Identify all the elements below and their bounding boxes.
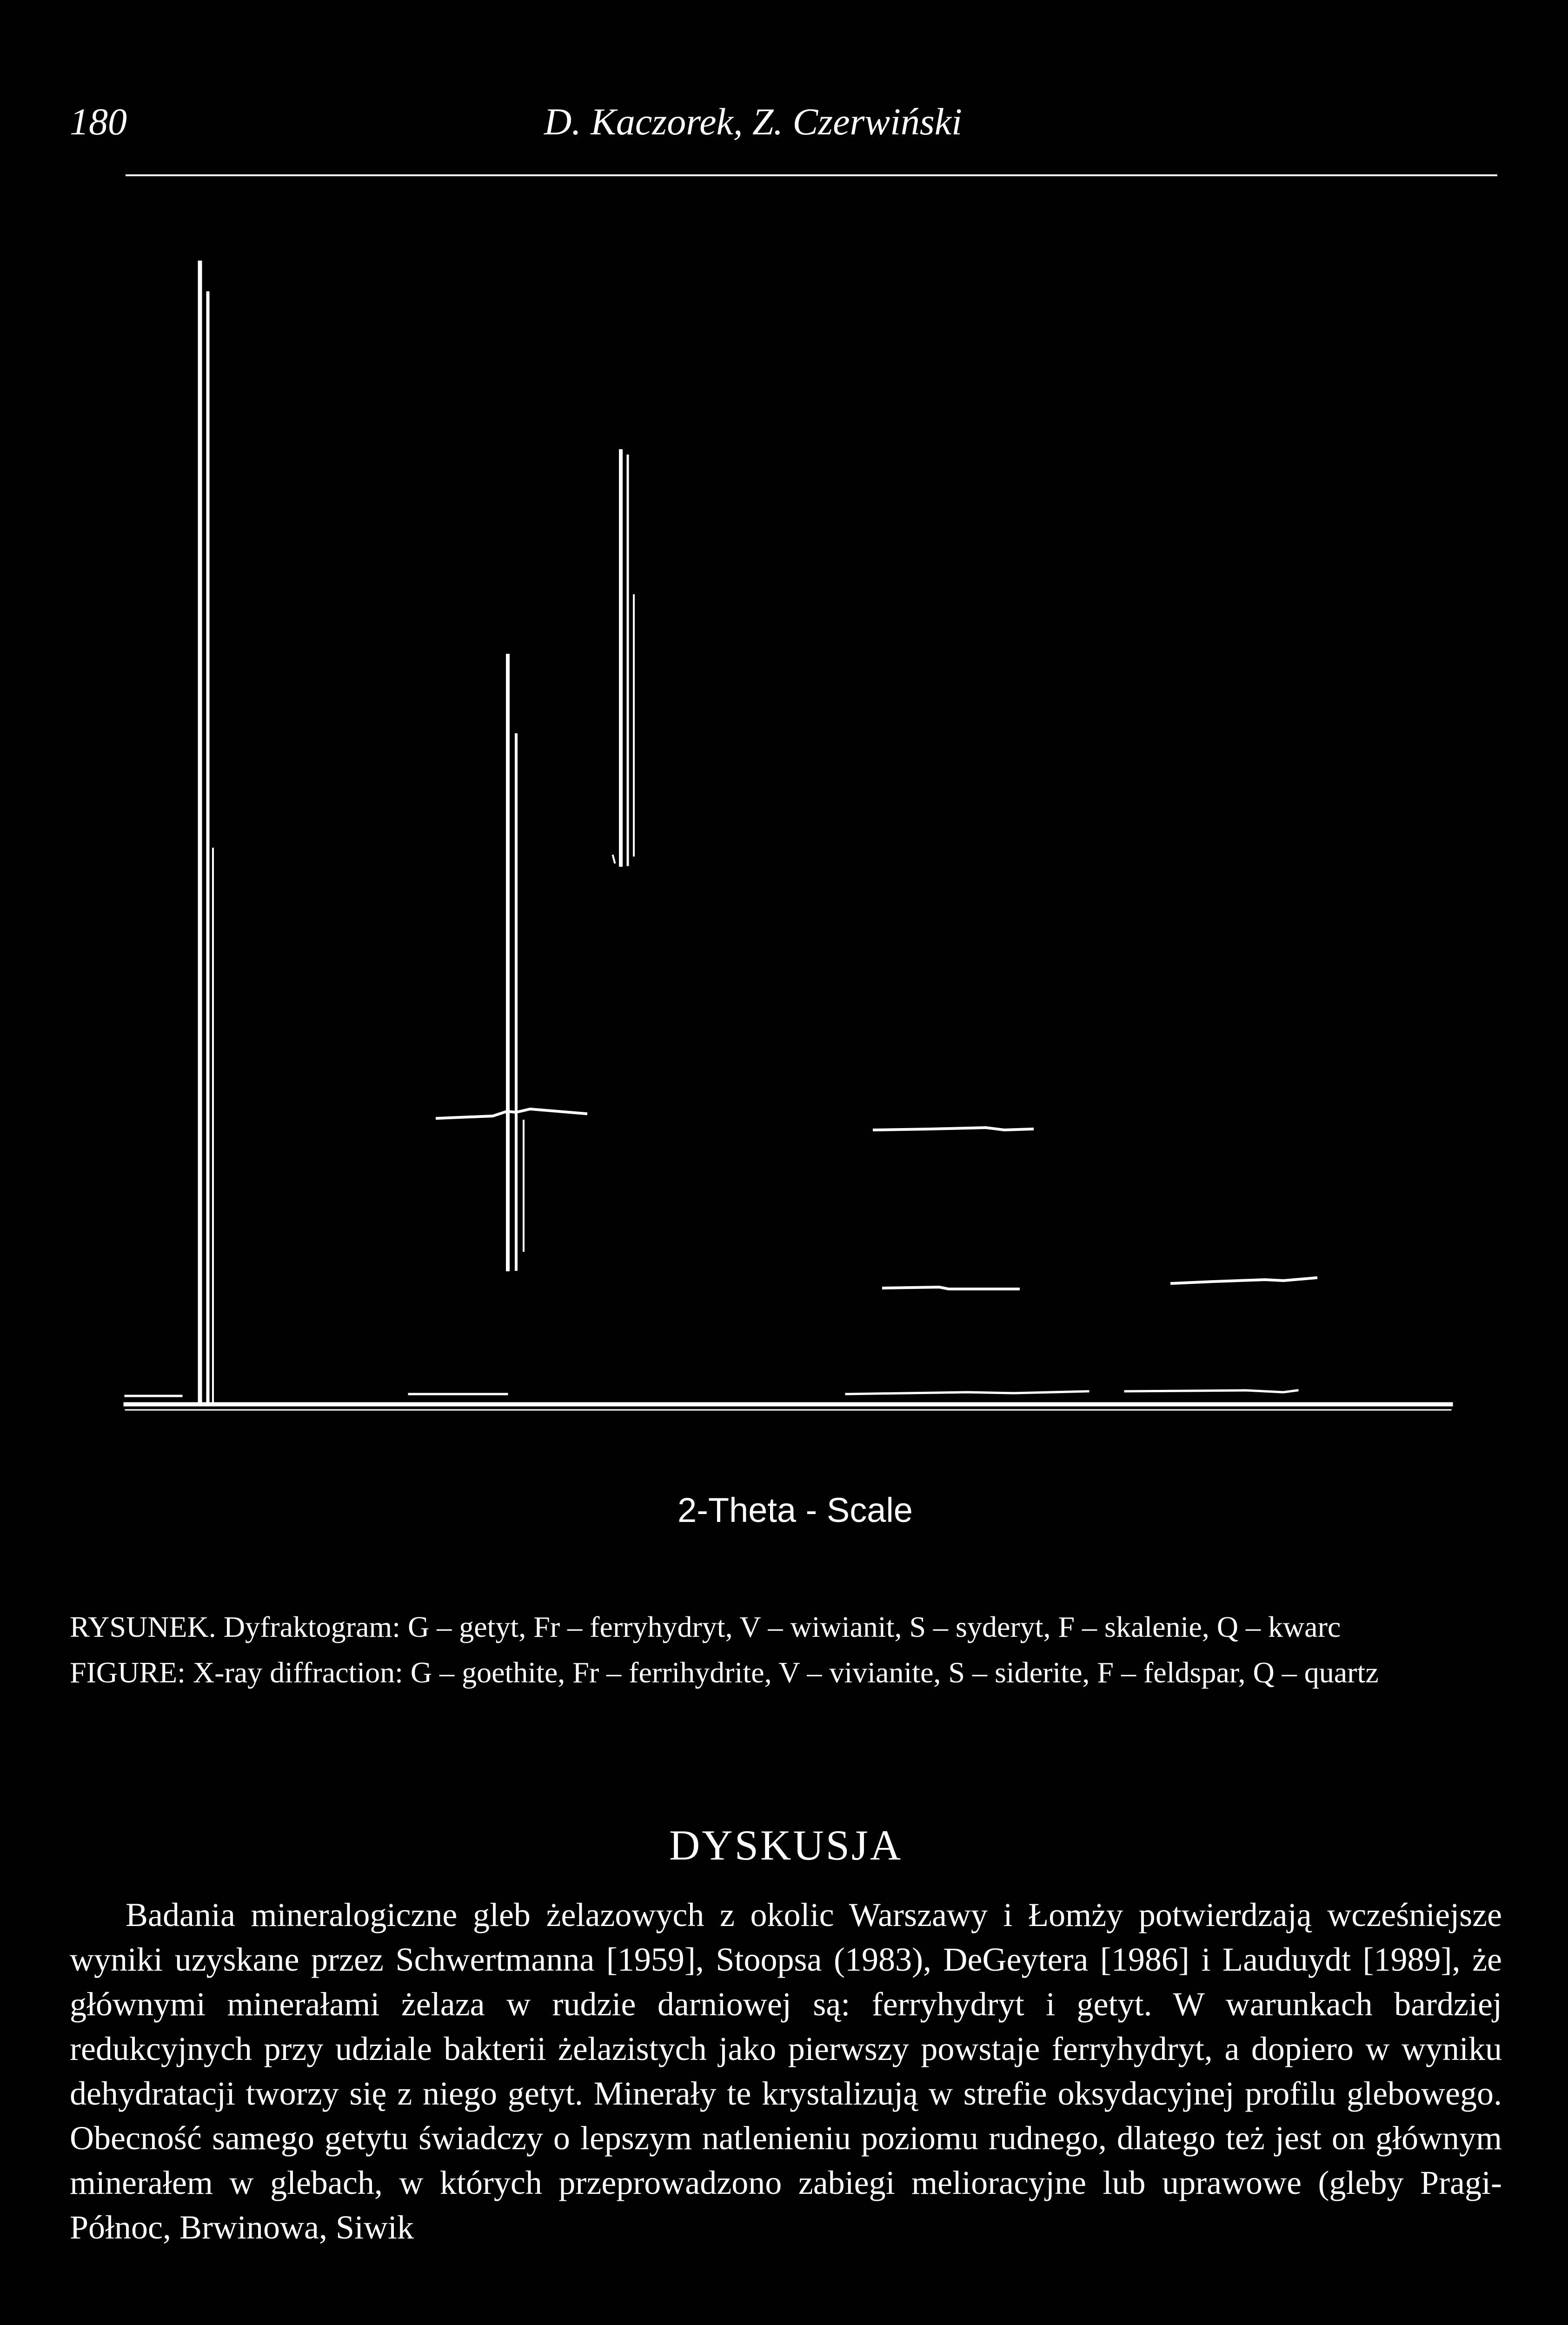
body-paragraph [70, 1893, 1502, 2250]
peak-middle-crossbar [437, 1109, 586, 1118]
diffractogram-traces [126, 263, 1451, 1410]
caption-english: FIGURE: X-ray diffraction: G – goethite, Fr – ferrihydrite, V – vivianite, S – siderite, F – feldspar, Q – quartz [70, 1656, 1379, 1689]
segment-upper-mid [874, 1128, 1032, 1130]
segment-base-right [1125, 1390, 1297, 1392]
header-rule [126, 174, 1497, 176]
running-header [70, 100, 1502, 151]
diffractogram-plot [121, 242, 1469, 1423]
discussion-paragraph: Badania mineralogiczne gleb żelazowych z okolic Warszawy i Łomży potwierdzają wcześniejsze wyniki uzyskane przez Schwertmanna [1959], Stoopsa (1983), DeGeytera [1986] i Lauduydt [1989], że głównymi minerałami żelaza w rudzie darniowej są: ferryhydryt i getyt. W warunkach bardziej redukcyjnych przy udziale bakterii żelazistych jako pierwszy powstaje ferryhydryt, a dopiero w wyniku dehydratacji tworzy się z niego getyt. Minerały te krystalizują w strefie oksydacyjnej profilu glebowego. Obecność samego getytu świadczy o lepszym natlenieniu poziomu rudnego, dlatego też jest on głównym minerałem w glebach, w których przeprowadzono zabiegi melioracyjne lub uprawowe (gleby Pragi-Północ, Brwinowa, Siwik [70, 1896, 1502, 2246]
running-head-authors: D. Kaczorek, Z. Czerwiński [544, 100, 962, 143]
segment-base-mid [846, 1391, 1088, 1394]
section-heading: DYSKUSJA [669, 1821, 903, 1869]
segment-lower-right [1172, 1278, 1316, 1283]
segment-lower-mid [884, 1287, 1018, 1289]
peak-right-tail [613, 856, 615, 863]
caption-polish: RYSUNEK. Dyfraktogram: G – getyt, Fr – ferryhydryt, V – wiwianit, S – syderyt, F – skalenie, Q – kwarc [70, 1610, 1341, 1643]
page-number: 180 [70, 100, 127, 143]
figure-caption [70, 1604, 1502, 1695]
xrd-diffractogram-figure [121, 242, 1469, 1423]
x-axis-title: 2-Theta - Scale [678, 1491, 913, 1529]
